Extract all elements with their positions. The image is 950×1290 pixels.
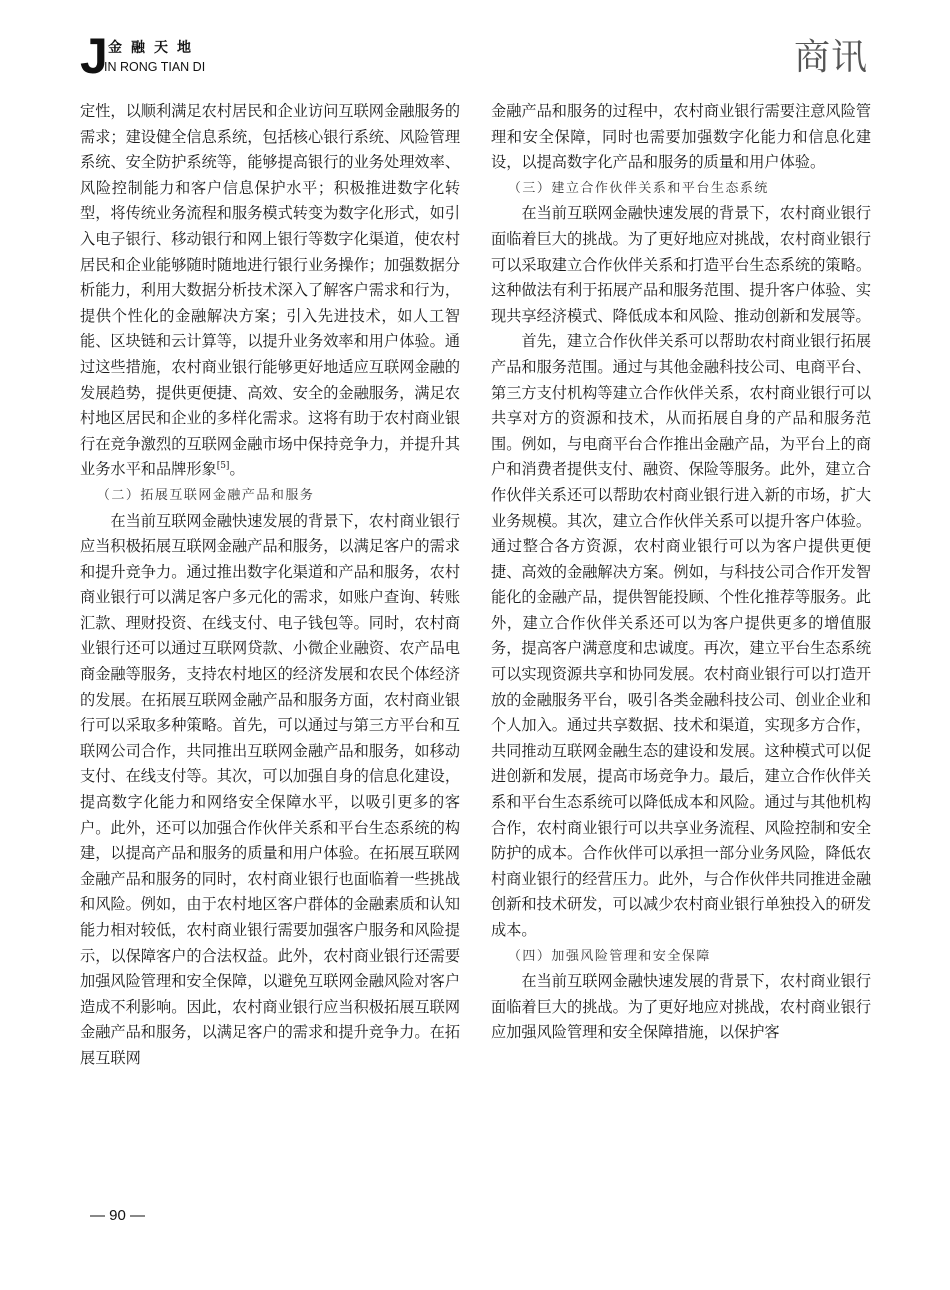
- section-title: 商讯: [793, 37, 868, 78]
- paragraph: 在当前互联网金融快速发展的背景下，农村商业银行面临着巨大的挑战。为了更好地应对挑战，农村商业银行可以采取建立合作伙伴关系和打造平台生态系统的策略。这种做法有利于拓展产品和服务范围、提升客户体验、实现共享经济模式、降低成本和风险、推动创新和发展等。: [491, 204, 871, 325]
- subsection-heading: （二）拓展互联网金融产品和服务: [96, 487, 315, 503]
- page-number: — 90 —: [90, 1207, 146, 1224]
- paragraph-continued: 定性，以顺利满足农村居民和企业访问互联网金融服务的需求；建设健全信息系统，包括核心银行系统、风险管理系统、安全防护系统等，能够提高银行的业务处理效率、风险控制能力和客户信息保护水平；积极推进数字化转型，将传统业务流程和服务模式转变为数字化形式，如引入电子银行、移动银行和网上银行等数字化渠道，使农村居民和企业能够随时随地进行银行业务操作；加强数据分析能力，利用大数据分析技术深入了解客户需求和行为，提供个性化的金融解决方案；引入先进技术，如人工智能、区块链和云计算等，以提升业务效率和用户体验。通过这些措施，农村商业银行能够更好地适应互联网金融的发展趋势，提供更便捷、高效、安全的金融服务，满足农村地区居民和企业的多样化需求。这将有助于农村商业银行在竞争激烈的互联网金融市场中保持竞争力，并提升其业务水平和品牌形象[5]。: [80, 102, 460, 479]
- right-column: [491, 99, 871, 1046]
- subsection-heading: （三）建立合作伙伴关系和平台生态系统: [507, 180, 769, 196]
- paragraph-continued: 金融产品和服务的过程中，农村商业银行需要注意风险管理和安全保障，同时也需要加强数字化能力和信息化建设，以提高数字化产品和服务的质量和用户体验。: [491, 102, 871, 172]
- paragraph: 首先，建立合作伙伴关系可以帮助农村商业银行拓展产品和服务范围。通过与其他金融科技公司、电商平台、第三方支付机构等建立合作伙伴关系，农村商业银行可以共享对方的资源和技术，从而拓展自身的产品和服务范围。例如，与电商平台合作推出金融产品，为平台上的商户和消费者提供支付、融资、保险等服务。此外，建立合作伙伴关系还可以帮助农村商业银行进入新的市场，扩大业务规模。其次，建立合作伙伴关系可以提升客户体验。通过整合各方资源，农村商业银行可以为客户提供更便捷、高效的金融解决方案。例如，与科技公司合作开发智能化的金融产品，提供智能投顾、个性化推荐等服务。此外，建立合作伙伴关系还可以为客户提供更多的增值服务，提高客户满意度和忠诚度。再次，建立平台生态系统可以实现资源共享和协同发展。农村商业银行可以打造开放的金融服务平台，吸引各类金融科技公司、创业企业和个人加入。通过共享数据、技术和渠道，实现多方合作，共同推动互联网金融生态的建设和发展。这种模式可以促进创新和发展，提高市场竞争力。最后，建立合作伙伴关系和平台生态系统可以降低成本和风险。通过与其他机构合作，农村商业银行可以共享业务流程、风险控制和安全防护的成本。合作伙伴可以承担一部分业务风险，降低农村商业银行的经营压力。此外，与合作伙伴共同推进金融创新和技术研发，可以减少农村商业银行单独投入的研发成本。: [491, 332, 871, 939]
- citation-ref: [5]: [216, 461, 230, 472]
- left-column: [80, 99, 460, 1072]
- subsection-heading: （四）加强风险管理和安全保障: [507, 948, 711, 964]
- journal-logo-initial: J: [80, 28, 108, 84]
- paragraph: 在当前互联网金融快速发展的背景下，农村商业银行应当积极拓展互联网金融产品和服务，以满足客户的需求和提升竞争力。通过推出数字化渠道和产品和服务，农村商业银行可以满足客户多元化的需求，如账户查询、转账汇款、理财投资、在线支付、电子钱包等。同时，农村商业银行还可以通过互联网贷款、小微企业融资、农产品电商金融等服务，支持农村地区的经济发展和农民个体经济的发展。在拓展互联网金融产品和服务方面，农村商业银行可以采取多种策略。首先，可以通过与第三方平台和互联网公司合作，共同推出互联网金融产品和服务，如移动支付、在线支付等。其次，可以加强自身的信息化建设，提高数字化能力和网络安全保障水平，以吸引更多的客户。此外，还可以加强合作伙伴关系和平台生态系统的构建，以提高产品和服务的质量和用户体验。在拓展互联网金融产品和服务的同时，农村商业银行也面临着一些挑战和风险。例如，由于农村地区客户群体的金融素质和认知能力相对较低，农村商业银行需要加强客户服务和风险提示，以保障客户的合法权益。此外，农村商业银行还需要加强风险管理和安全保障，以避免互联网金融风险对客户造成不利影响。因此，农村商业银行应当积极拓展互联网金融产品和服务，以满足客户的需求和提升竞争力。在拓展互联网: [80, 511, 460, 1067]
- paragraph: 在当前互联网金融快速发展的背景下，农村商业银行面临着巨大的挑战。为了更好地应对挑战，农村商业银行应加强风险管理和安全保障措施，以保护客: [491, 972, 871, 1042]
- journal-name-chinese: 金融天地: [108, 40, 200, 56]
- page-header: [0, 0, 950, 95]
- journal-name-pinyin: IN RONG TIAN DI: [104, 60, 206, 74]
